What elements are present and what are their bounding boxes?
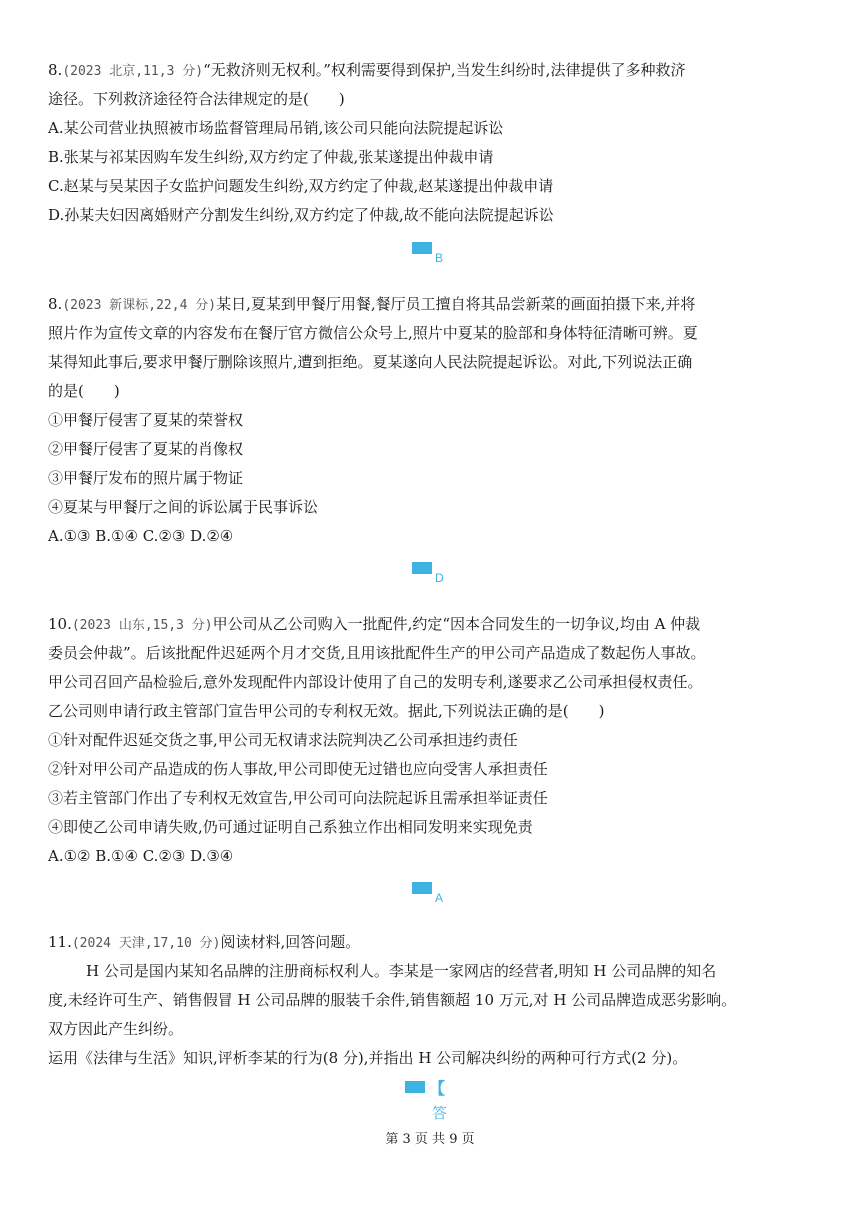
q10-stem-line-2: 委员会仲裁”。后该批配件迟延两个月才交货,且用该批配件生产的甲公司产品造成了数起伤人事故。 (48, 644, 706, 662)
q8b-number: 8. (48, 295, 63, 313)
q8b-answer-letter: D (435, 571, 444, 585)
q8a-option-d: D.孙某夫妇因离婚财产分割发生纠纷,双方约定了仲裁,故不能向法院提起诉讼 (48, 206, 554, 224)
q8a-answer-letter: B (435, 251, 444, 265)
q11-material-line-3: 双方因此产生纠纷。 (48, 1020, 184, 1038)
q11-answer-marker[interactable] (405, 1081, 425, 1093)
q8a-option-a: A.某公司营业执照被市场监督管理局吊销,该公司只能向法院提起诉讼 (48, 119, 504, 137)
q8b-answer-marker[interactable] (412, 562, 432, 574)
q11-source: (2024 天津,17,10 分) (71, 936, 221, 951)
q10-number: 10. (48, 615, 72, 633)
q8b-stem-text-1: 某日,夏某到甲餐厅用餐,餐厅员工擅自将其品尝新菜的画面拍摄下来,并将 (216, 295, 696, 313)
q10-statement-1: ①针对配件迟延交货之事,甲公司无权请求法院判决乙公司承担违约责任 (48, 731, 518, 749)
q11-stem-text: 阅读材料,回答问题。 (220, 933, 361, 951)
q11-answer-label: 答 (432, 1104, 448, 1122)
q8b-statement-2: ②甲餐厅侵害了夏某的肖像权 (48, 440, 244, 458)
q10-stem-line-3: 甲公司召回产品检验后,意外发现配件内部设计使用了自己的发明专利,遂要求乙公司承担侵权责任。 (48, 673, 703, 691)
q8a-source: (2023 北京,11,3 分) (62, 64, 204, 79)
q8b-source: (2023 新课标,22,4 分) (62, 298, 217, 313)
q8a-stem-line-1 (48, 60, 685, 82)
q8b-stem-line-1 (48, 294, 695, 316)
q10-statement-3: ③若主管部门作出了专利权无效宣告,甲公司可向法院起诉且需承担举证责任 (48, 789, 548, 807)
q10-choices: A.①② B.①④ C.②③ D.③④ (48, 847, 234, 865)
q8b-statement-3: ③甲餐厅发布的照片属于物证 (48, 469, 244, 487)
q10-statement-4: ④即使乙公司申请失败,仍可通过证明自己系独立作出相同发明来实现免责 (48, 818, 533, 836)
q8a-answer-marker[interactable] (412, 242, 432, 254)
q10-source: (2023 山东,15,3 分) (71, 618, 213, 633)
q8a-stem-line-2: 途径。下列救济途径符合法律规定的是( ) (48, 90, 345, 108)
q8a-option-b: B.张某与祁某因购车发生纠纷,双方约定了仲裁,张某遂提出仲裁申请 (48, 148, 494, 166)
q10-statement-2: ②针对甲公司产品造成的伤人事故,甲公司即使无过错也应向受害人承担责任 (48, 760, 548, 778)
q8b-stem-line-4: 的是( ) (48, 382, 120, 400)
page-footer: 第 3 页 共 9 页 (385, 1132, 475, 1147)
q8b-stem-line-2: 照片作为宣传文章的内容发布在餐厅官方微信公众号上,照片中夏某的脸部和身体特征清晰可辨。夏 (48, 324, 698, 342)
q10-answer-letter: A (435, 891, 444, 905)
q10-stem-line-1 (48, 614, 700, 636)
q11-answer-bracket: 【 (429, 1081, 446, 1098)
q8a-option-c: C.赵某与吴某因子女监护问题发生纠纷,双方约定了仲裁,赵某遂提出仲裁申请 (48, 177, 554, 195)
q11-material-line-2: 度,未经许可生产、销售假冒 H 公司品牌的服装千余件,销售额超 10 万元,对 H 公司品牌造成恶劣影响。 (48, 991, 737, 1009)
q8b-stem-line-3: 某得知此事后,要求甲餐厅删除该照片,遭到拒绝。夏某遂向人民法院提起诉讼。对此,下列说法正确 (48, 353, 693, 371)
q11-question: 运用《法律与生活》知识,评析李某的行为(8 分),并指出 H 公司解决纠纷的两种可行方式(2 分)。 (48, 1049, 688, 1067)
q10-answer-marker[interactable] (412, 882, 432, 894)
q11-material-line-1: H 公司是国内某知名品牌的注册商标权利人。李某是一家网店的经营者,明知 H 公司品牌的知名 (86, 962, 717, 980)
q8b-choices: A.①③ B.①④ C.②③ D.②④ (48, 527, 234, 545)
q10-stem-line-4: 乙公司则申请行政主管部门宣告甲公司的专利权无效。据此,下列说法正确的是( ) (48, 702, 605, 720)
q8b-statement-4: ④夏某与甲餐厅之间的诉讼属于民事诉讼 (48, 498, 319, 516)
q8b-statement-1: ①甲餐厅侵害了夏某的荣誉权 (48, 411, 244, 429)
q11-number: 11. (48, 933, 72, 951)
q10-stem-text-1: 甲公司从乙公司购入一批配件,约定“因本合同发生的一切争议,均由 A 仲裁 (212, 615, 701, 633)
q8a-number: 8. (48, 61, 63, 79)
q11-stem-line (48, 932, 360, 954)
q8a-stem-text-1: “无救济则无权利。”权利需要得到保护,当发生纠纷时,法律提供了多种救济 (203, 61, 686, 79)
